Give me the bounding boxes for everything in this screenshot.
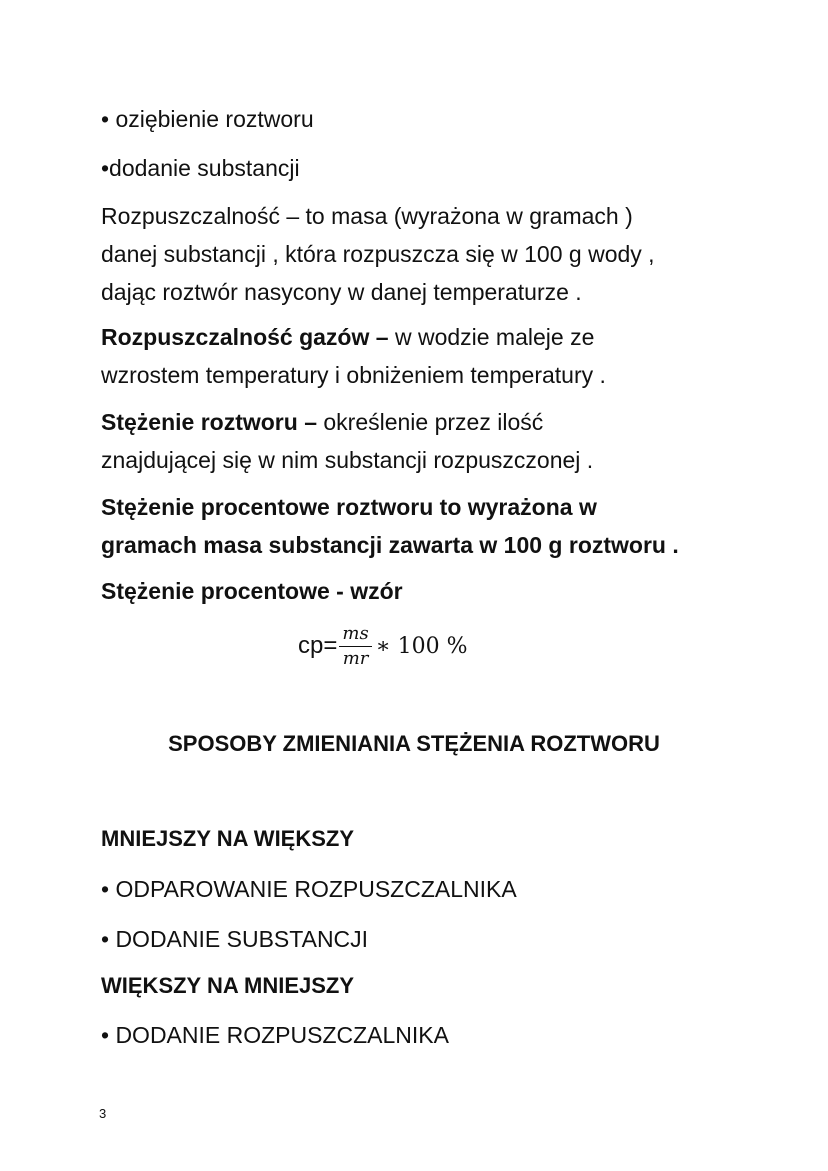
gas-solubility-term: Rozpuszczalność gazów –	[101, 324, 389, 350]
bullet-cooling: • oziębienie roztworu	[101, 106, 314, 132]
formula-rhs: ∗ 100 %	[375, 633, 468, 659]
list-item: • DODANIE ROZPUSZCZALNIKA	[101, 1022, 449, 1048]
concentration-line-2: znajdującej się w nim substancji rozpuszczonej .	[101, 447, 594, 473]
percent-formula	[298, 619, 468, 673]
formula-fraction	[339, 624, 371, 669]
smaller-to-larger-heading: MNIEJSZY NA WIĘKSZY	[101, 826, 355, 851]
solubility-line-1: Rozpuszczalność – to masa (wyrażona w gramach )	[101, 203, 633, 229]
page-number: 3	[99, 1106, 107, 1121]
gas-solubility-line-2: wzrostem temperatury i obniżeniem temperatury .	[101, 362, 606, 388]
bullet-adding-substance: •dodanie substancji	[101, 155, 300, 181]
section-title: SPOSOBY ZMIENIANIA STĘŻENIA ROZTWORU	[168, 731, 660, 756]
concentration-definition: określenie przez ilość	[316, 409, 544, 435]
concentration-term: Stężenie roztworu –	[101, 409, 317, 435]
list-item: • ODPAROWANIE ROZPUSZCZALNIKA	[101, 876, 517, 902]
gas-solubility-line-1	[101, 318, 594, 356]
formula-denominator: mr	[342, 647, 369, 669]
solubility-line-2: danej substancji , która rozpuszcza się w 100 g wody ,	[101, 241, 655, 267]
concentration-line-1	[101, 403, 543, 441]
formula-lhs: cp=	[298, 632, 338, 659]
solubility-line-3: dając roztwór nasycony w danej temperaturze .	[101, 279, 582, 305]
percent-concentration-line-2: gramach masa substancji zawarta w 100 g roztworu .	[101, 532, 679, 558]
gas-solubility-definition: w wodzie maleje ze	[388, 324, 595, 350]
larger-to-smaller-heading: WIĘKSZY NA MNIEJSZY	[101, 973, 355, 998]
percent-concentration-line-1: Stężenie procentowe roztworu to wyrażona w	[101, 494, 597, 520]
formula-label: Stężenie procentowe - wzór	[101, 578, 403, 604]
formula-numerator: ms	[339, 624, 371, 647]
list-item: • DODANIE SUBSTANCJI	[101, 926, 369, 952]
